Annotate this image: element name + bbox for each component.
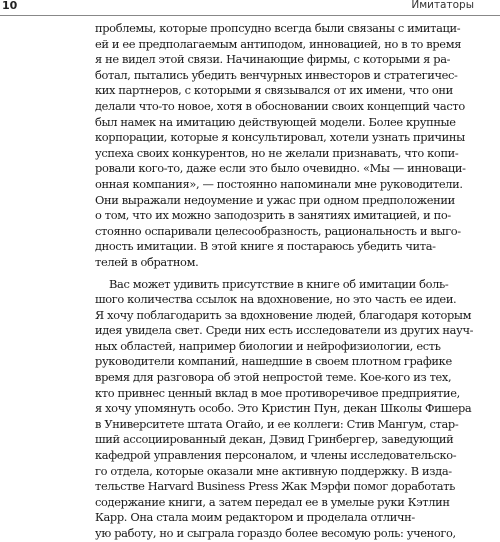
text-line: о том, что их можно заподозрить в занятиях имитацией, и по- <box>95 208 451 223</box>
text-line: ую работу, но и сыграла гораздо более весомую роль: ученого, <box>95 526 456 540</box>
text-line: тельстве Harvard Business Press Жак Мэрфи помог доработать <box>95 479 455 494</box>
text-line: телей в обратном. <box>95 254 199 269</box>
header-rule <box>0 15 500 16</box>
text-line: проблемы, которые пропсудно всегда были связаны с имитаци- <box>95 21 461 35</box>
text-line: руководители компаний, нашедшие в своем плотном графике <box>95 354 452 369</box>
text-line: содержание книги, а затем передал ее в умелые руки Кэтлин <box>95 494 450 509</box>
text-line: Карр. Она стала моим редактором и проделала отличн- <box>95 510 415 525</box>
text-line: корпорации, которые я консультировал, хотели узнать причины <box>95 130 465 145</box>
text-line: ких партнеров, с которыми я связывался от их имени, что они <box>95 83 453 98</box>
text-line: ных областей, например биологии и нейрофизиологии, есть <box>95 338 441 353</box>
text-line: онная компания», — постоянно напоминали мне руководители. <box>95 176 463 191</box>
body-text <box>95 21 485 542</box>
text-line: идея увидела свет. Среди них есть исследователи из других науч- <box>95 323 474 338</box>
text-line: ей и ее предполагаемым антиподом, инновацией, но в то время <box>95 36 462 51</box>
text-line: я не видел этой связи. Начинающие фирмы, с которыми я ра- <box>95 52 451 67</box>
text-line: кто привнес ценный вклад в мое противоречивое предприятие, <box>95 385 460 400</box>
paragraph-2 <box>95 277 485 542</box>
text-line: был намек на имитацию действующей модели. Более крупные <box>95 114 456 129</box>
text-line: время для разговора об этой непростой теме. Кое-кого из тех, <box>95 370 452 385</box>
text-line: го отдела, которые оказали мне активную поддержку. В изда- <box>95 463 452 478</box>
page-header <box>0 0 500 16</box>
paragraph-1 <box>95 21 485 271</box>
text-line: кафедрой управления персоналом, и члены исследовательско- <box>95 448 457 463</box>
text-line: шого количества ссылок на вдохновение, но это часть ее идеи. <box>95 292 457 307</box>
running-title: Имитаторы <box>411 0 474 11</box>
page-number: 10 <box>2 0 18 12</box>
text-line: ровали кого-то, даже если это было очевидно. «Мы — инноваци- <box>95 161 466 176</box>
text-line: в Университете штата Огайо, и ее коллеги: Стив Мангум, стар- <box>95 416 459 431</box>
text-line: стоянно оспаривали целесообразность, рациональность и выго- <box>95 223 461 238</box>
text-line: Вас может удивить присутствие в книге об имитации боль- <box>109 276 449 291</box>
text-line: ший ассоциированный декан, Дэвид Гринбергер, заведующий <box>95 432 454 447</box>
text-line: успеха своих конкурентов, но не желали признавать, что копи- <box>95 145 459 160</box>
text-line: Они выражали недоумение и ужас при одном предположении <box>95 192 455 207</box>
text-line: Я хочу поблагодарить за вдохновение людей, благодаря которым <box>95 307 472 322</box>
text-line: делали что-то новое, хотя в обосновании своих концепций часто <box>95 98 465 113</box>
text-line: я хочу упомянуть особо. Это Кристин Пун, декан Школы Фишера <box>95 401 472 416</box>
text-line: дность имитации. В этой книге я постараюсь убедить чита- <box>95 239 436 254</box>
text-line: ботал, пытались убедить венчурных инвесторов и стратегичес- <box>95 67 458 82</box>
